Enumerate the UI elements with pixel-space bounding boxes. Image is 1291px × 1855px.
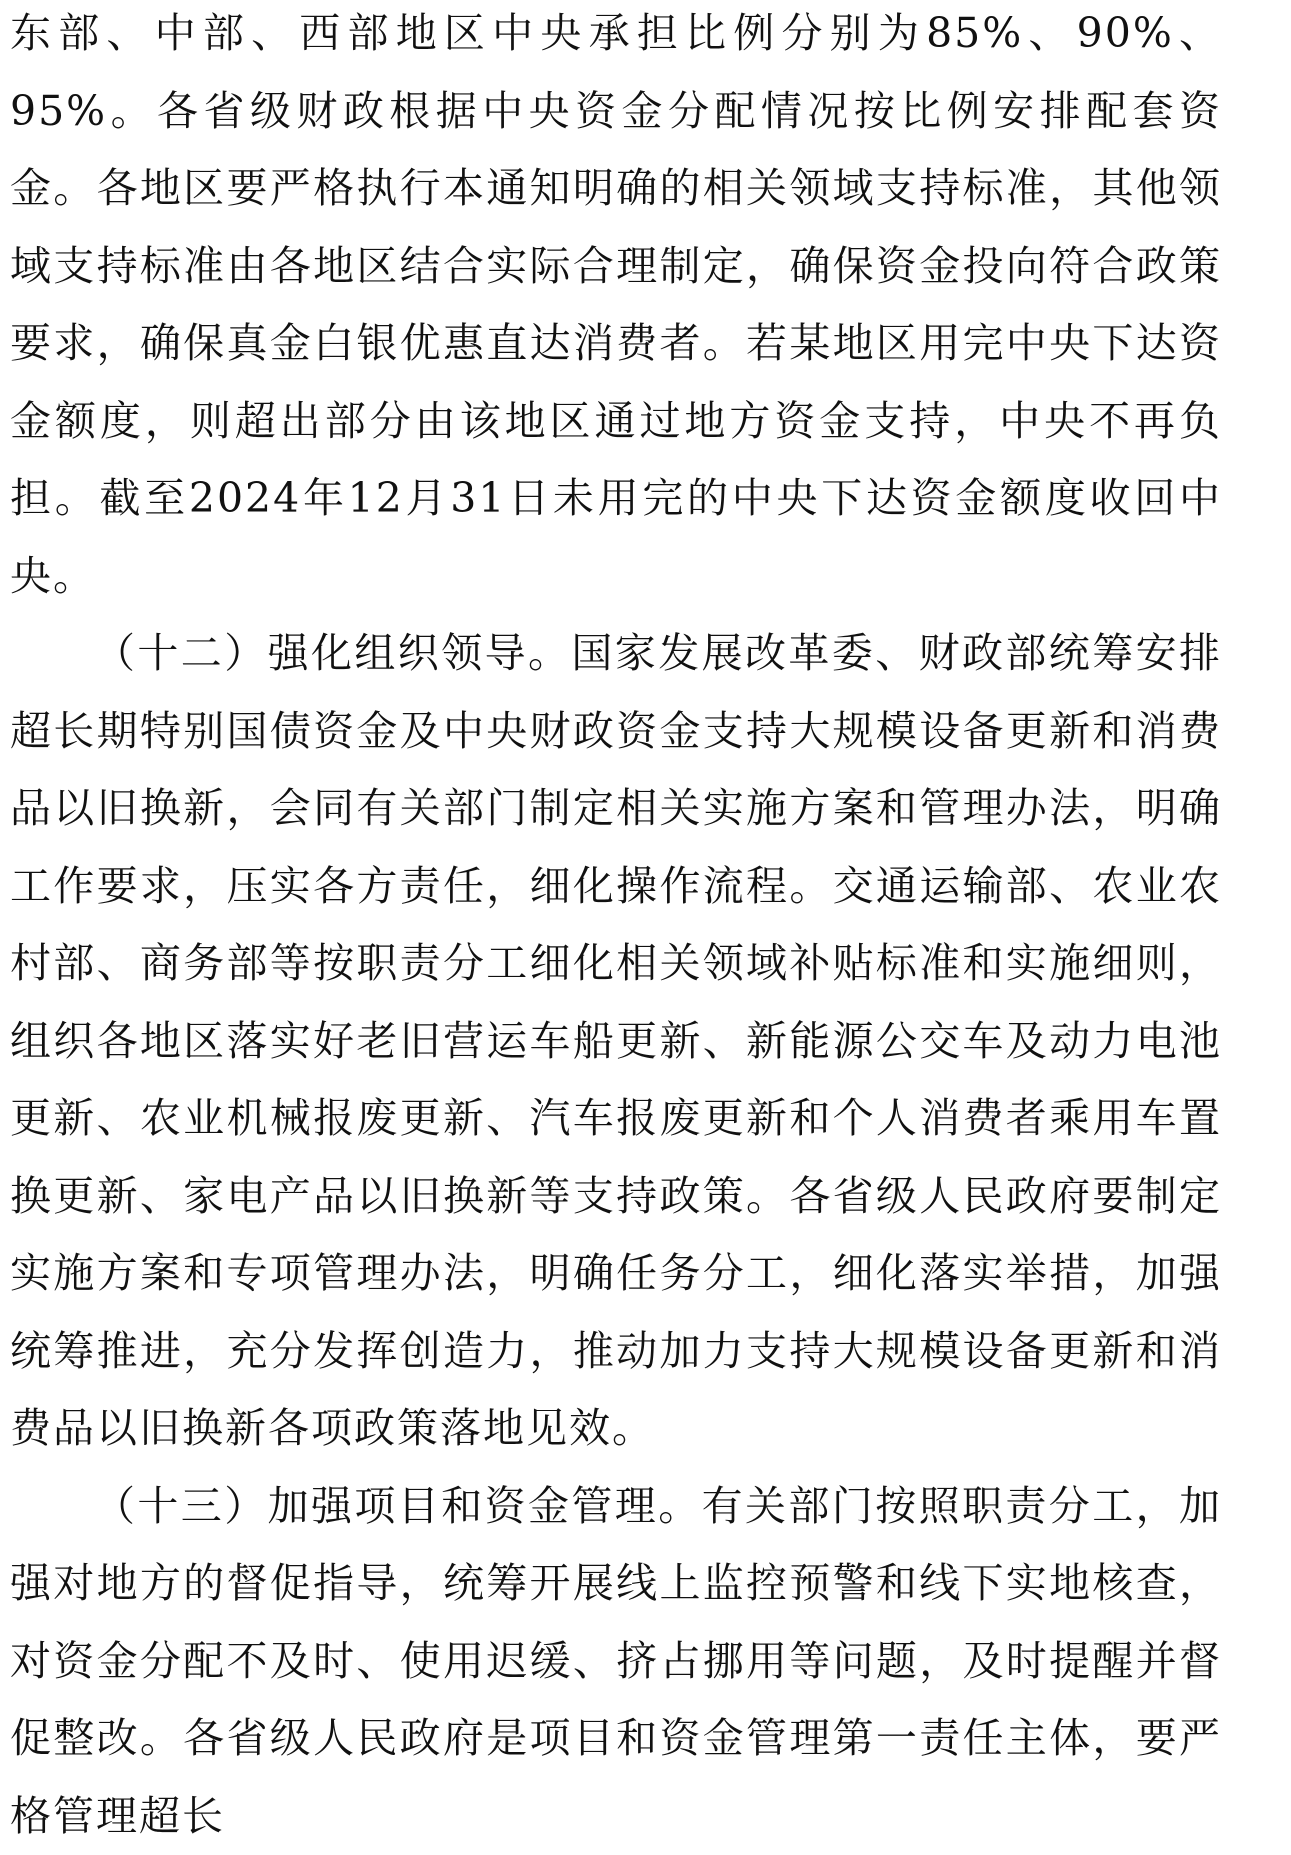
document-body [10, 0, 1222, 1855]
paragraph-strengthen-organization-leadership: （十二）强化组织领导。国家发展改革委、财政部统筹安排超长期特别国债资金及中央财政资金支持大规模设备更新和消费品以旧换新，会同有关部门制定相关实施方案和管理办法，明确工作要求，压实各方责任，细化操作流程。交通运输部、农业农村部、商务部等按职责分工细化相关领域补贴标准和实施细则，组织各地区落实好老旧营运车船更新、新能源公交车及动力电池更新、农业机械报废更新、汽车报废更新和个人消费者乘用车置换更新、家电产品以旧换新等支持政策。各省级人民政府要制定实施方案和专项管理办法，明确任务分工，细化落实举措，加强统筹推进，充分发挥创造力，推动加力支持大规模设备更新和消费品以旧换新各项政策落地见效。 [10, 615, 1222, 1468]
paragraph-project-fund-management: （十三）加强项目和资金管理。有关部门按照职责分工，加强对地方的督促指导，统筹开展线上监控预警和线下实地核查，对资金分配不及时、使用迟缓、挤占挪用等问题，及时提醒并督促整改。各省级人民政府是项目和资金管理第一责任主体，要严格管理超长 [10, 1468, 1222, 1855]
paragraph-continued-funding-ratio: 东部、中部、西部地区中央承担比例分别为85%、90%、95%。各省级财政根据中央资金分配情况按比例安排配套资金。各地区要严格执行本通知明确的相关领域支持标准，其他领域支持标准由各地区结合实际合理制定，确保资金投向符合政策要求，确保真金白银优惠直达消费者。若某地区用完中央下达资金额度，则超出部分由该地区通过地方资金支持，中央不再负担。截至2024年12月31日未用完的中央下达资金额度收回中央。 [10, 0, 1222, 615]
